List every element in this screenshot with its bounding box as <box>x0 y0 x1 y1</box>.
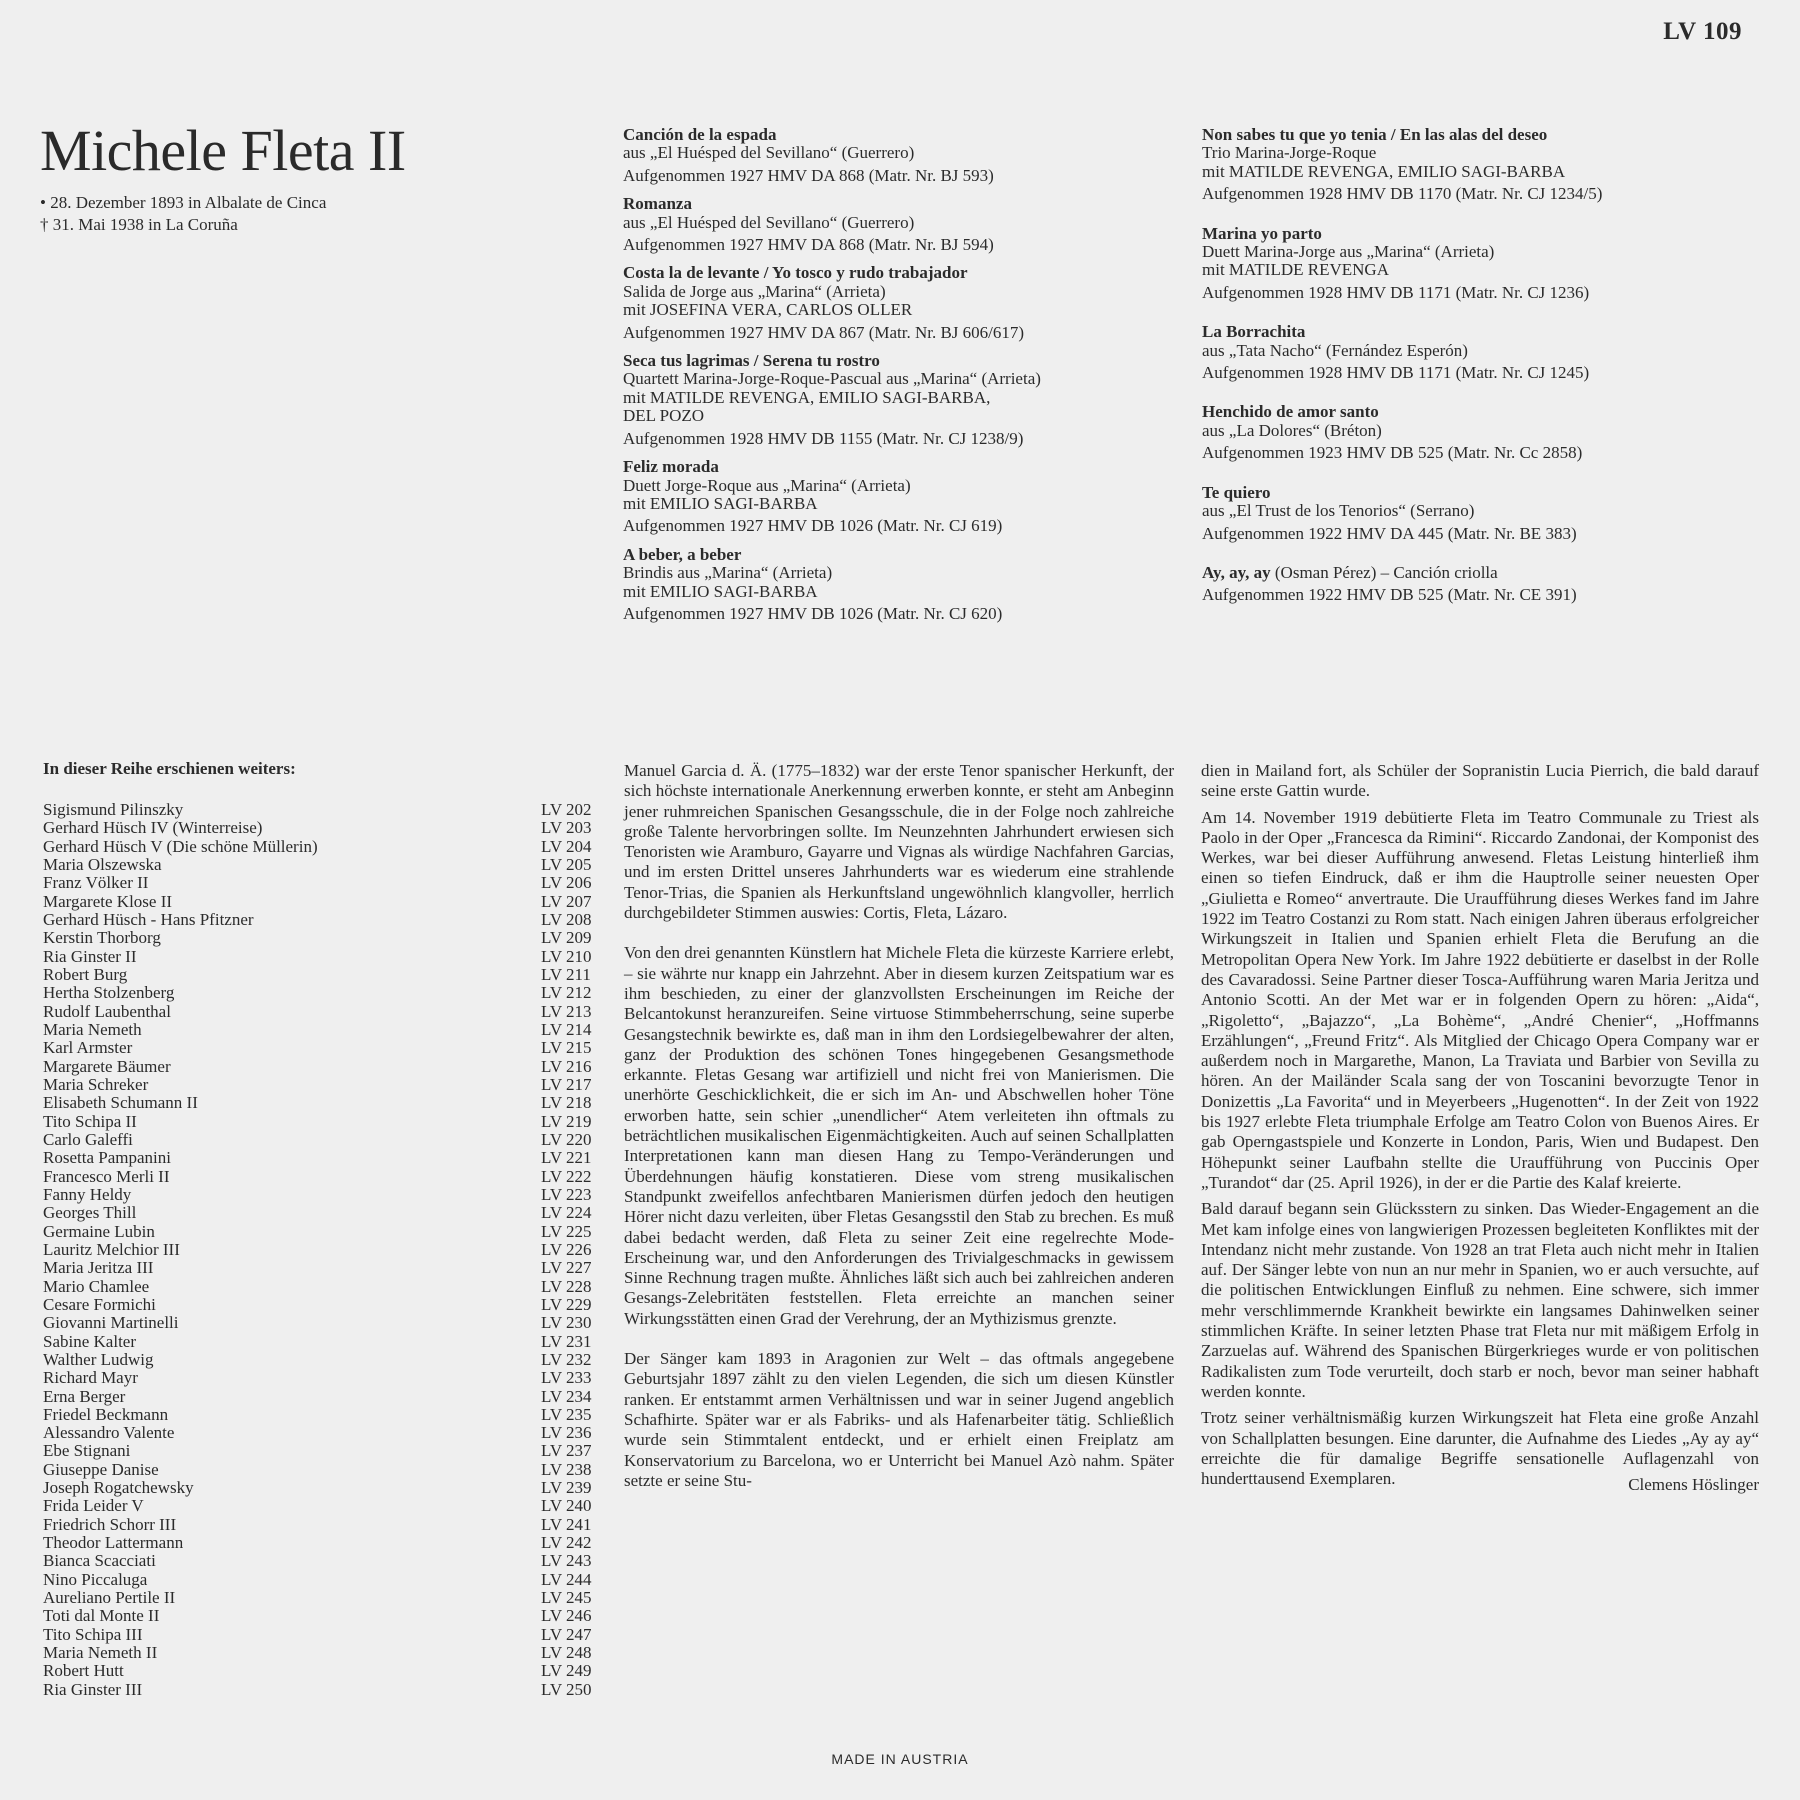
series-catalog-number: LV 227 <box>541 1258 592 1278</box>
series-artist: Ria Ginster III <box>43 1679 143 1699</box>
track-title: Romanza <box>623 194 692 214</box>
series-artist: Francesco Merli II <box>43 1166 170 1186</box>
list-item <box>43 911 603 929</box>
list-item <box>43 856 603 874</box>
list-item <box>43 966 603 984</box>
track-title: Henchido de amor santo <box>1202 402 1379 422</box>
track-recording: Aufgenommen 1928 HMV DB 1171 (Matr. Nr. CJ 1236) <box>1202 282 1590 302</box>
series-catalog-number: LV 237 <box>541 1441 592 1461</box>
artist-dates <box>40 192 326 236</box>
series-artist: Karl Armster <box>43 1038 133 1058</box>
list-item <box>43 838 603 856</box>
track-detail: Trio Marina-Jorge-Roque <box>1202 143 1377 163</box>
list-item <box>43 801 603 819</box>
list-item <box>43 1552 603 1570</box>
track-entry <box>623 126 1183 185</box>
track-title: Seca tus lagrimas / Serena tu rostro <box>623 351 880 371</box>
essay-paragraph: dien in Mailand fort, als Schüler der Sopranistin Lucia Pierrich, die bald darauf seine erste Gattin wurde. <box>1201 761 1759 801</box>
track-entry <box>1202 225 1722 303</box>
list-item <box>43 1461 603 1479</box>
series-heading: In dieser Reihe erschienen weiters: <box>43 759 296 778</box>
track-detail: Quartett Marina-Jorge-Roque-Pascual aus „Marina“ (Arrieta) <box>623 369 1041 389</box>
series-artist: Carlo Galeffi <box>43 1129 133 1149</box>
series-catalog-number: LV 250 <box>541 1679 592 1699</box>
liner-notes-column-1 <box>624 761 1174 1511</box>
series-artist: Germaine Lubin <box>43 1221 155 1241</box>
series-artist: Robert Burg <box>43 964 128 984</box>
track-composer: (Osman Pérez) – Canción criolla <box>1270 562 1498 582</box>
series-artist: Maria Schreker <box>43 1074 149 1094</box>
track-recording: Aufgenommen 1928 HMV DB 1155 (Matr. Nr. CJ 1238/9) <box>623 428 1024 448</box>
track-entry <box>623 546 1183 624</box>
series-artist: Ria Ginster II <box>43 946 137 966</box>
list-item <box>43 1021 603 1039</box>
series-artist: Richard Mayr <box>43 1368 138 1388</box>
track-detail: aus „El Huésped del Sevillano“ (Guerrero) <box>623 143 915 163</box>
series-catalog-number: LV 212 <box>541 983 592 1003</box>
list-item <box>43 1058 603 1076</box>
track-title-line <box>1202 564 1722 582</box>
list-item <box>43 1388 603 1406</box>
track-detail: Salida de Jorge aus „Marina“ (Arrieta) <box>623 281 886 301</box>
series-catalog-number: LV 216 <box>541 1056 592 1076</box>
track-detail: aus „La Dolores“ (Bréton) <box>1202 420 1382 440</box>
track-recording: Aufgenommen 1927 HMV DA 867 (Matr. Nr. BJ 606/617) <box>623 322 1025 342</box>
series-catalog-number: LV 202 <box>541 800 592 819</box>
series-artist: Alessandro Valente <box>43 1423 175 1443</box>
list-item <box>43 984 603 1002</box>
series-artist: Gerhard Hüsch IV (Winterreise) <box>43 818 263 838</box>
series-artist: Giovanni Martinelli <box>43 1313 179 1333</box>
track-detail: aus „El Huésped del Sevillano“ (Guerrero) <box>623 212 915 232</box>
track-title: A beber, a beber <box>623 544 742 564</box>
track-detail: Brindis aus „Marina“ (Arrieta) <box>623 563 833 583</box>
series-catalog-number: LV 247 <box>541 1624 592 1644</box>
list-item <box>43 1571 603 1589</box>
catalog-number: LV 109 <box>1663 18 1742 45</box>
series-catalog-number: LV 236 <box>541 1423 592 1443</box>
list-item <box>43 1204 603 1222</box>
list-item <box>43 1314 603 1332</box>
track-entry <box>623 195 1183 254</box>
made-in-label: MADE IN AUSTRIA <box>831 1751 969 1767</box>
series-catalog-number: LV 221 <box>541 1148 592 1168</box>
series-artist: Tito Schipa III <box>43 1624 143 1644</box>
track-entry <box>623 352 1183 448</box>
series-catalog-number: LV 249 <box>541 1661 592 1681</box>
track-detail: mit EMILIO SAGI-BARBA <box>623 581 818 601</box>
series-catalog-number: LV 204 <box>541 836 592 856</box>
list-item <box>43 819 603 837</box>
series-artist: Hertha Stolzenberg <box>43 983 175 1003</box>
list-item <box>43 1296 603 1314</box>
series-catalog-number: LV 231 <box>541 1331 592 1351</box>
series-artist: Friedel Beckmann <box>43 1404 169 1424</box>
tracklist-column-2 <box>1202 126 1722 626</box>
essay-paragraph: Am 14. November 1919 debütierte Fleta im Teatro Communale zu Triest als Paolo in der Oper „Francesca da Rimini“. Riccardo Zandonai, der Komponist des Werkes, war bei dieser Aufführung anwesend. Fletas Leistung hinterließ ihm einen so tiefen Eindruck, daß er ihm die Hauptrolle seiner neuesten Oper „Giulietta e Romeo“ anvertraute. Die Uraufführung dieses Werkes fand im Jahre 1922 im Teatro Costanzi zu Rom statt. Nach einigen Jahren überaus erfolgreicher Wirkungszeit in Italien und Spanien erhielt Fleta die Berufung an die Metropolitan Opera New York. Im Jahre 1922 debütierte er daselbst in der Rolle des Cavaradossi. Seine Partner dieser Tosca-Aufführung waren Maria Jeritza und Antonio Scotti. An der Met war er in folgenden Opern zu hören: „Aida“, „Rigoletto“, „Bajazzo“, „La Bohème“, „André Chenier“, „Hoffmanns Erzählungen“, „Freund Fritz“. Als Mitglied der Chicago Opera Company war er außerdem noch in Margarethe, Manon, La Traviata und Barbier von Sevilla zu hören. An der Mailänder Scala sang der von Toscanini bevorzugte Tenor in Donizettis „La Favorita“ und in Meyerbeers „Hugenotten“. In der Zeit von 1922 bis 1927 erlebte Fleta triumphale Erfolge am Teatro Colon von Buenos Aires. Er gab Operngastspiele und Konzerte in London, Paris, Wien und Budapest. Den Höhepunkt seiner Laufbahn stellte die Uraufführung von Puccinis Oper „Turandot“ dar (25. April 1926), in der er die Partie des Kalaf kreierte. <box>1201 807 1759 1192</box>
series-artist: Nino Piccaluga <box>43 1569 148 1589</box>
series-catalog-number: LV 205 <box>541 854 592 874</box>
track-recording: Aufgenommen 1927 HMV DB 1026 (Matr. Nr. CJ 619) <box>623 516 1003 536</box>
series-artist: Ebe Stignani <box>43 1441 131 1461</box>
track-title-line <box>623 195 1183 213</box>
list-item <box>43 1497 603 1515</box>
series-catalog-number: LV 211 <box>541 964 591 984</box>
series-catalog-number: LV 220 <box>541 1129 592 1149</box>
list-item <box>43 1442 603 1460</box>
series-catalog-number: LV 241 <box>541 1514 592 1534</box>
track-title-line <box>623 264 1183 282</box>
track-title-line <box>623 458 1183 476</box>
track-detail: aus „El Trust de los Tenorios“ (Serrano) <box>1202 501 1475 521</box>
track-title-line <box>623 352 1183 370</box>
series-artist: Gerhard Hüsch - Hans Pfitzner <box>43 909 254 929</box>
series-catalog-number: LV 218 <box>541 1093 592 1113</box>
list-item <box>43 1076 603 1094</box>
series-catalog-number: LV 239 <box>541 1478 592 1498</box>
series-artist: Sabine Kalter <box>43 1331 136 1351</box>
list-item <box>43 1479 603 1497</box>
series-artist: Rosetta Pampanini <box>43 1148 171 1168</box>
series-artist: Aureliano Pertile II <box>43 1588 176 1608</box>
list-item <box>43 1186 603 1204</box>
list-item <box>43 1607 603 1625</box>
series-artist: Cesare Formichi <box>43 1294 156 1314</box>
series-artist: Tito Schipa II <box>43 1111 137 1131</box>
author-signature: Clemens Höslinger <box>1628 1475 1759 1495</box>
series-artist: Bianca Scacciati <box>43 1551 156 1571</box>
list-item <box>43 1406 603 1424</box>
series-catalog-number: LV 213 <box>541 1001 592 1021</box>
list-item <box>43 1351 603 1369</box>
track-recording: Aufgenommen 1923 HMV DB 525 (Matr. Nr. Cc 2858) <box>1202 443 1583 463</box>
track-detail: aus „Tata Nacho“ (Fernández Esperón) <box>1202 340 1468 360</box>
series-artist: Walther Ludwig <box>43 1349 154 1369</box>
list-item <box>43 1626 603 1644</box>
series-catalog-number: LV 226 <box>541 1239 592 1259</box>
track-title-line <box>623 546 1183 564</box>
list-item <box>43 1094 603 1112</box>
series-artist: Margarete Klose II <box>43 891 173 911</box>
track-title-line <box>623 126 1183 144</box>
series-artist: Lauritz Melchior III <box>43 1239 180 1259</box>
series-artist: Robert Hutt <box>43 1661 124 1681</box>
list-item <box>43 1333 603 1351</box>
series-artist: Mario Chamlee <box>43 1276 150 1296</box>
essay-paragraph: Manuel Garcia d. Ä. (1775–1832) war der erste Tenor spanischer Herkunft, der sich höchste internationale Anerkennung erwerben konnte, er steht am Anbeginn jener ruhmreichen Spanischen Gesangsschule, die in der Folge noch zahlreiche große Talente hervorbringen sollte. Im Neunzehnten Jahrhundert erwiesen sich Tenoristen wie Aramburo, Gayarre und Vignas als würdige Nachfahren Garcias, und im ersten Drittel unseres Jahrhunderts war es wiederum eine strahlende Tenor-Trias, die Spanien als Herkunftsland ungewöhnlich klangvoller, herrlich durchgebildeter Stimmen auswies: Cortis, Fleta, Lázaro. <box>624 761 1174 923</box>
series-catalog-number: LV 223 <box>541 1184 592 1204</box>
series-artist: Joseph Rogatchewsky <box>43 1478 194 1498</box>
list-item <box>43 1149 603 1167</box>
series-catalog-number: LV 238 <box>541 1459 592 1479</box>
series-artist: Elisabeth Schumann II <box>43 1093 198 1113</box>
essay-paragraph: Bald darauf begann sein Glücksstern zu sinken. Das Wieder-Engagement an die Met kam infolge eines von langwierigen Prozessen begleiteten Konfliktes mit der Intendanz nicht mehr zustande. Von 1928 an trat Fleta auch nicht mehr in Italien auf. Der Sänger lebte von nun an nur mehr in Spanien, wo er auch versuchte, auf die politischen Entwicklungen Einfluß zu nehmen. Eine schwere, sich immer mehr verschlimmernde Krankheit bewirkte ein langsames Dahinwelken seiner stimmlichen Kräfte. In seiner letzten Phase trat Fleta nur mit mäßigem Erfolg in Zarzuelas auf. Während des Spanischen Bürgerkrieges wurde er von politischen Radikalisten zum Tode verurteilt, doch starb er noch, bevor man seiner habhaft werden konnte. <box>1201 1199 1759 1401</box>
series-catalog-number: LV 240 <box>541 1496 592 1516</box>
track-title-line <box>1202 484 1722 502</box>
list-item <box>43 1168 603 1186</box>
track-title-line <box>1202 126 1722 144</box>
series-catalog-number: LV 243 <box>541 1551 592 1571</box>
series-catalog-number: LV 248 <box>541 1643 592 1663</box>
track-detail: Duett Jorge-Roque aus „Marina“ (Arrieta) <box>623 475 911 495</box>
track-detail: Duett Marina-Jorge aus „Marina“ (Arrieta) <box>1202 242 1495 262</box>
series-catalog-number: LV 215 <box>541 1038 592 1058</box>
series-catalog-number: LV 235 <box>541 1404 592 1424</box>
series-catalog-number: LV 225 <box>541 1221 592 1241</box>
series-catalog-number: LV 219 <box>541 1111 592 1131</box>
series-catalog-number: LV 234 <box>541 1386 592 1406</box>
series-artist: Rudolf Laubenthal <box>43 1001 171 1021</box>
series-section <box>43 758 603 1699</box>
series-catalog-number: LV 232 <box>541 1349 592 1369</box>
series-catalog-number: LV 229 <box>541 1294 592 1314</box>
series-catalog-number: LV 244 <box>541 1569 592 1589</box>
list-item <box>43 948 603 966</box>
track-title: Te quiero <box>1202 482 1271 502</box>
track-recording: Aufgenommen 1922 HMV DB 525 (Matr. Nr. CE 391) <box>1202 585 1577 605</box>
series-catalog-number: LV 230 <box>541 1313 592 1333</box>
list-item <box>43 1424 603 1442</box>
essay-paragraph: Trotz seiner verhältnismäßig kurzen Wirkungszeit hat Fleta eine große Anzahl von Schallplatten besungen. Eine darunter, die Aufnahme des Liedes „Ay ay ay“ erreichte die für damalige Begriffe sensationelle Auflagenzahl von hunderttausend Exemplaren. <box>1201 1408 1759 1489</box>
series-catalog-number: LV 246 <box>541 1606 592 1626</box>
track-recording: Aufgenommen 1922 HMV DA 445 (Matr. Nr. BE 383) <box>1202 523 1577 543</box>
series-catalog-number: LV 206 <box>541 873 592 893</box>
list-item <box>43 1259 603 1277</box>
list-item <box>43 1681 603 1699</box>
series-artist: Toti dal Monte II <box>43 1606 160 1626</box>
series-artist: Giuseppe Danise <box>43 1459 159 1479</box>
list-item <box>43 1003 603 1021</box>
essay-paragraph: Von den drei genannten Künstlern hat Michele Fleta die kürzeste Karriere erlebt, – sie währte nur knapp ein Jahrzehnt. Aber in diesem kurzen Zeitspatium war es ihm beschieden, zu einer der glanzvollsten Erscheinungen im Reiche der Belcantokunst heranzureifen. Seine virtuose Stimmbeherrschung, seine superbe Gesangstechnik bewirkte es, daß man in ihm den Lordsiegelbewahrer der alten, ganz der Produktion des schönen Tones hingegebenen Gesangsmethode erkannte. Fletas Gesang war artifiziell und nicht frei von Manierismen. Die unerhörte Geschicklichkeit, die er sich im An- und Abschwellen hoher Töne erworben hatte, sein schier „unendlicher“ Atem verleiteten ihn oftmals zu beträchtlichen musikalischen Eigenmächtigkeiten. Auch auf seinen Schallplatten Interpretationen kann man diesen Hang zu Tempo-Veränderungen und Überdehnungen häufig konstatieren. Diese vom streng musikalischen Standpunkt zweifellos anfechtbaren Manierismen dürfen jedoch den heutigen Hörer nicht dazu verleiten, über Fletas Gesangsstil den Stab zu brechen. Es muß dabei bedacht werden, daß Fleta zu seiner Zeit eine regelrechte Mode-Erscheinung war, und den Anforderungen des Trivialgeschmacks in gewissem Sinne Rechnung tragen mußte. Ähnliches läßt sich auch bei zahlreichen anderen Gesangs-Zelebritäten feststellen. Fleta erreichte an manchen seiner Wirkungsstätten einen Grad der Verehrung, der an Mythizismus grenzte. <box>624 943 1174 1328</box>
series-catalog-number: LV 210 <box>541 946 592 966</box>
track-detail: mit MATILDE REVENGA, EMILIO SAGI-BARBA <box>1202 161 1566 181</box>
tracklist-column-1 <box>623 126 1183 633</box>
list-item <box>43 1113 603 1131</box>
list-item <box>43 1039 603 1057</box>
series-artist: Margarete Bäumer <box>43 1056 171 1076</box>
track-detail: mit EMILIO SAGI-BARBA <box>623 493 818 513</box>
series-catalog-number: LV 245 <box>541 1588 592 1608</box>
essay-paragraph: Der Sänger kam 1893 in Aragonien zur Welt – das oftmals angegebene Geburtsjahr 1897 zählt zu den vielen Legenden, die sich um diesen Künstler ranken. Er entstammt armen Verhältnissen und war in seiner Jugend angeblich Schafhirte. Später war er als Fabriks- und als Hafenarbeiter tätig. Schließlich wurde sein Stimmtalent entdeckt, und er erhielt einen Freiplatz am Konservatorium zu Barcelona, wo er Unterricht bei Manuel Azò nahm. Später setzte er seine Stu- <box>624 1349 1174 1490</box>
series-artist: Kerstin Thorborg <box>43 928 161 948</box>
list-item <box>43 1131 603 1149</box>
series-artist: Franz Völker II <box>43 873 149 893</box>
series-artist: Frida Leider V <box>43 1496 144 1516</box>
series-artist: Fanny Heldy <box>43 1184 132 1204</box>
track-title: Feliz morada <box>623 457 719 477</box>
track-title: Ay, ay, ay <box>1202 562 1271 582</box>
series-artist: Sigismund Pilinszky <box>43 800 184 819</box>
list-item <box>43 1662 603 1680</box>
track-entry <box>623 458 1183 536</box>
series-list <box>43 801 603 1699</box>
series-artist: Maria Olszewska <box>43 854 162 874</box>
track-recording: Aufgenommen 1927 HMV DA 868 (Matr. Nr. BJ 593) <box>623 165 994 185</box>
liner-notes-column-2 <box>1201 761 1759 1496</box>
list-item <box>43 1644 603 1662</box>
track-recording: Aufgenommen 1927 HMV DA 868 (Matr. Nr. BJ 594) <box>623 235 994 255</box>
series-artist: Erna Berger <box>43 1386 126 1406</box>
series-catalog-number: LV 228 <box>541 1276 592 1296</box>
track-entry <box>1202 403 1722 462</box>
series-catalog-number: LV 209 <box>541 928 592 948</box>
series-catalog-number: LV 208 <box>541 909 592 929</box>
list-item <box>43 874 603 892</box>
track-detail: mit MATILDE REVENGA <box>1202 260 1389 280</box>
series-artist: Georges Thill <box>43 1203 137 1223</box>
track-detail: mit JOSEFINA VERA, CARLOS OLLER <box>623 300 913 320</box>
death-line: † 31. Mai 1938 in La Coruña <box>40 215 238 234</box>
track-entry <box>1202 323 1722 382</box>
series-catalog-number: LV 224 <box>541 1203 592 1223</box>
series-catalog-number: LV 217 <box>541 1074 592 1094</box>
track-recording: Aufgenommen 1928 HMV DB 1171 (Matr. Nr. CJ 1245) <box>1202 363 1590 383</box>
series-catalog-number: LV 233 <box>541 1368 592 1388</box>
track-entry <box>623 264 1183 342</box>
series-artist: Theodor Lattermann <box>43 1533 184 1553</box>
artist-title: Michele Fleta II <box>40 118 406 183</box>
track-recording: Aufgenommen 1928 HMV DB 1170 (Matr. Nr. CJ 1234/5) <box>1202 184 1603 204</box>
track-title: Canción de la espada <box>623 125 777 144</box>
track-title-line <box>1202 323 1722 341</box>
list-item <box>43 1534 603 1552</box>
series-artist: Maria Nemeth II <box>43 1643 158 1663</box>
track-entry <box>1202 484 1722 543</box>
series-catalog-number: LV 242 <box>541 1533 592 1553</box>
list-item <box>43 1223 603 1241</box>
series-artist: Gerhard Hüsch V (Die schöne Müllerin) <box>43 836 318 856</box>
list-item <box>43 1589 603 1607</box>
track-title-line <box>1202 225 1722 243</box>
list-item <box>43 1278 603 1296</box>
track-recording: Aufgenommen 1927 HMV DB 1026 (Matr. Nr. CJ 620) <box>623 603 1003 623</box>
series-catalog-number: LV 214 <box>541 1019 592 1039</box>
track-detail: mit MATILDE REVENGA, EMILIO SAGI-BARBA, <box>623 387 991 407</box>
track-detail: DEL POZO <box>623 406 705 426</box>
track-entry <box>1202 126 1722 204</box>
series-artist: Maria Jeritza III <box>43 1258 154 1278</box>
track-title: La Borrachita <box>1202 322 1306 342</box>
list-item <box>43 893 603 911</box>
list-item <box>43 929 603 947</box>
series-catalog-number: LV 207 <box>541 891 592 911</box>
series-artist: Friedrich Schorr III <box>43 1514 177 1534</box>
list-item <box>43 1516 603 1534</box>
series-artist: Maria Nemeth <box>43 1019 142 1039</box>
track-title: Non sabes tu que yo tenia / En las alas del deseo <box>1202 125 1548 144</box>
track-title-line <box>1202 403 1722 421</box>
series-catalog-number: LV 222 <box>541 1166 592 1186</box>
birth-line: • 28. Dezember 1893 in Albalate de Cinca <box>40 193 327 212</box>
series-catalog-number: LV 203 <box>541 818 592 838</box>
list-item <box>43 1241 603 1259</box>
track-title: Costa la de levante / Yo tosco y rudo trabajador <box>623 263 968 283</box>
track-title: Marina yo parto <box>1202 223 1322 243</box>
track-entry <box>1202 564 1722 605</box>
list-item <box>43 1369 603 1387</box>
